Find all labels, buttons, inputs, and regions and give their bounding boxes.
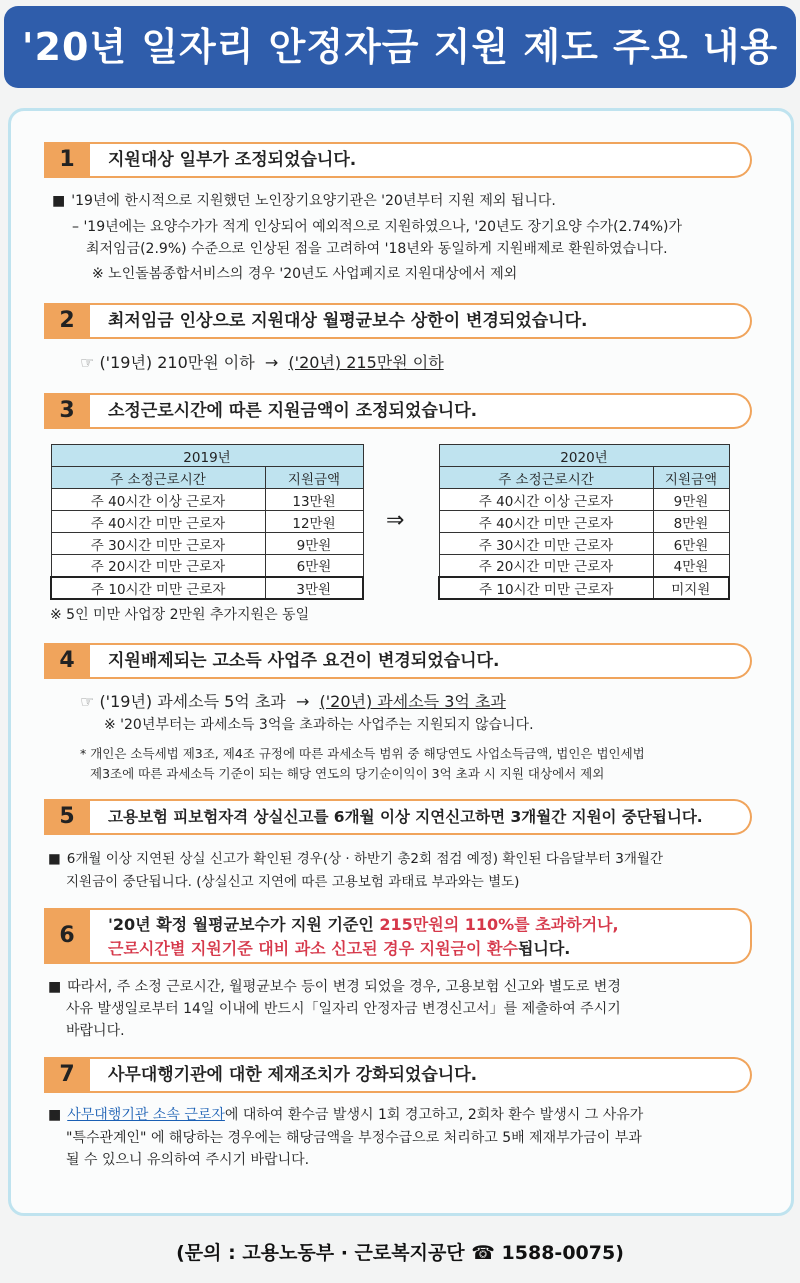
section-5-line2: 지원금이 중단됩니다. (상실신고 지연에 따른 고용보험 과태료 부과와는 별도) xyxy=(66,874,520,890)
table-row: 주 20시간 미만 근로자 4만원 xyxy=(439,555,729,577)
section-1-dash-line1: – '19년에는 요양수가가 적게 인상되어 예외적으로 지원하였으나, '20년도 장기요양 수가(2.74%)가 xyxy=(72,219,683,235)
right-arrow-icon: → xyxy=(295,692,310,711)
section-4-note: ※ '20년부터는 과세소득 3억을 초과하는 사업주는 지원되지 않습니다. xyxy=(104,717,534,733)
section-7-header xyxy=(44,1057,752,1093)
bullet-square-icon: ■ xyxy=(48,1107,62,1123)
section-1-note: ※ 노인돌봄종합서비스의 경우 '20년도 사업폐지로 지원대상에서 제외 xyxy=(92,266,518,282)
bullet-square-icon: ■ xyxy=(52,193,66,209)
table-row: 주 40시간 이상 근로자 9만원 xyxy=(439,489,729,511)
section-7-line3: 될 수 있으니 유의하여 주시기 바랍니다. xyxy=(66,1152,310,1168)
section-heading: 최저임금 인상으로 지원대상 월평균보수 상한이 변경되었습니다. xyxy=(90,303,752,339)
section-3-header xyxy=(44,393,752,429)
section-heading: 소정근로시간에 따른 지원금액이 조정되었습니다. xyxy=(90,393,752,429)
section-heading: 지원대상 일부가 조정되었습니다. xyxy=(90,142,752,178)
section-6-header xyxy=(44,908,752,964)
table-row: 주 40시간 미만 근로자 8만원 xyxy=(439,511,729,533)
section-1-header xyxy=(44,142,752,178)
table-row: 주 30시간 미만 근로자 9만원 xyxy=(51,533,363,555)
section-1-dash-line2: 최저임금(2.9%) 수준으로 인상된 점을 고려하여 '18년와 동일하게 지원배제로 환원하였습니다. xyxy=(86,241,668,257)
section-1-bullet: ■ '19년에 한시적으로 지원했던 노인장기요양기관은 '20년부터 지원 제외 됩니다. xyxy=(52,193,556,209)
right-arrow-icon: → xyxy=(264,353,279,372)
section-heading: 고용보험 피보험자격 상실신고를 6개월 이상 지연신고하면 3개월간 지원이 중단됩니다. xyxy=(90,799,752,835)
table-row: 주 20시간 미만 근로자 6만원 xyxy=(51,555,363,577)
table-year: 2020년 xyxy=(439,445,729,467)
section-6-line3: 바랍니다. xyxy=(66,1023,125,1039)
section-number: 7 xyxy=(44,1057,90,1093)
pointing-hand-icon: ☞ xyxy=(80,692,95,711)
section-number: 3 xyxy=(44,393,90,429)
table-row: 주 30시간 미만 근로자 6만원 xyxy=(439,533,729,555)
pointing-hand-icon: ☞ xyxy=(80,353,95,372)
section-4-footnote-line2: 제3조에 따른 과세소득 기준이 되는 해당 연도의 당기순이익이 3억 초과 시 지원 대상에서 제외 xyxy=(90,766,605,781)
table-year: 2019년 xyxy=(51,445,363,467)
section-3-note: ※ 5인 미만 사업장 2만원 추가지원은 동일 xyxy=(50,607,310,623)
section-number: 5 xyxy=(44,799,90,835)
page-title: '20년 일자리 안정자금 지원 제도 주요 내용 xyxy=(4,6,796,88)
section-heading: 사무대행기관에 대한 제재조치가 강화되었습니다. xyxy=(90,1057,752,1093)
bullet-square-icon: ■ xyxy=(48,979,62,995)
table-2020: 2020년 주 소정근로시간 지원금액 주 40시간 이상 근로자 9만원 주 40시간 미만 근로자 8만원 주 30시간 미만 근로자 6만원 주 20시간 미만 근로자 4만원 주 10시간 미만 근로자 미지원 xyxy=(438,444,730,600)
table-row: 주 40시간 미만 근로자 12만원 xyxy=(51,511,363,533)
section-2-header xyxy=(44,303,752,339)
section-heading: '20년 확정 월평균보수가 지원 기준인 215만원의 110%를 초과하거나, 근로시간별 지원기준 대비 과소 신고된 경우 지원금이 환수됩니다. xyxy=(90,908,752,964)
contact-footer: (문의 : 고용노동부 · 근로복지공단 ☎ 1588-0075) xyxy=(176,1242,624,1264)
section-5-header xyxy=(44,799,752,835)
section-2-change: ☞ ('19년) 210만원 이하 → ('20년) 215만원 이하 xyxy=(80,353,444,372)
section-7-link: 사무대행기관 소속 근로자 xyxy=(67,1107,225,1123)
table-row: 주 10시간 미만 근로자 미지원 xyxy=(439,577,729,599)
section-number: 1 xyxy=(44,142,90,178)
double-arrow-icon: ⇒ xyxy=(386,508,405,533)
section-4-footnote-line1: * 개인은 소득세법 제3조, 제4조 규정에 따른 과세소득 범위 중 해당연도 사업소득금액, 법인은 법인세법 xyxy=(80,746,645,761)
section-5-line1: ■ 6개월 이상 지연된 상실 신고가 확인된 경우(상 · 하반기 총2회 점검 예정) 확인된 다음달부터 3개월간 xyxy=(48,851,663,867)
section-4-change: ☞ ('19년) 과세소득 5억 초과 → ('20년) 과세소득 3억 초과 xyxy=(80,692,506,711)
bullet-square-icon: ■ xyxy=(48,851,61,867)
section-number: 6 xyxy=(44,908,90,964)
section-6-line1: ■ 따라서, 주 소정 근로시간, 월평균보수 등이 변경 되었을 경우, 고용보험 신고와 별도로 변경 xyxy=(48,979,621,995)
section-4-header xyxy=(44,643,752,679)
section-6-line2: 사유 발생일로부터 14일 이내에 반드시「일자리 안정자금 변경신고서」를 제출하여 주시기 xyxy=(66,1001,621,1017)
section-number: 2 xyxy=(44,303,90,339)
table-2019: 2019년 주 소정근로시간 지원금액 주 40시간 이상 근로자 13만원 주 40시간 미만 근로자 12만원 주 30시간 미만 근로자 9만원 주 20시간 미만 근로자 6만원 주 10시간 미만 근로자 3만원 xyxy=(50,444,364,600)
section-number: 4 xyxy=(44,643,90,679)
table-row: 주 40시간 이상 근로자 13만원 xyxy=(51,489,363,511)
section-heading: 지원배제되는 고소득 사업주 요건이 변경되었습니다. xyxy=(90,643,752,679)
section-7-line1: ■ 사무대행기관 소속 근로자에 대하여 환수금 발생시 1회 경고하고, 2회차 환수 발생시 그 사유가 xyxy=(48,1107,644,1123)
section-7-line2: "특수관계인" 에 해당하는 경우에는 해당금액을 부정수급으로 처리하고 5배 제재부가금이 부과 xyxy=(66,1130,642,1146)
table-row: 주 10시간 미만 근로자 3만원 xyxy=(51,577,363,599)
